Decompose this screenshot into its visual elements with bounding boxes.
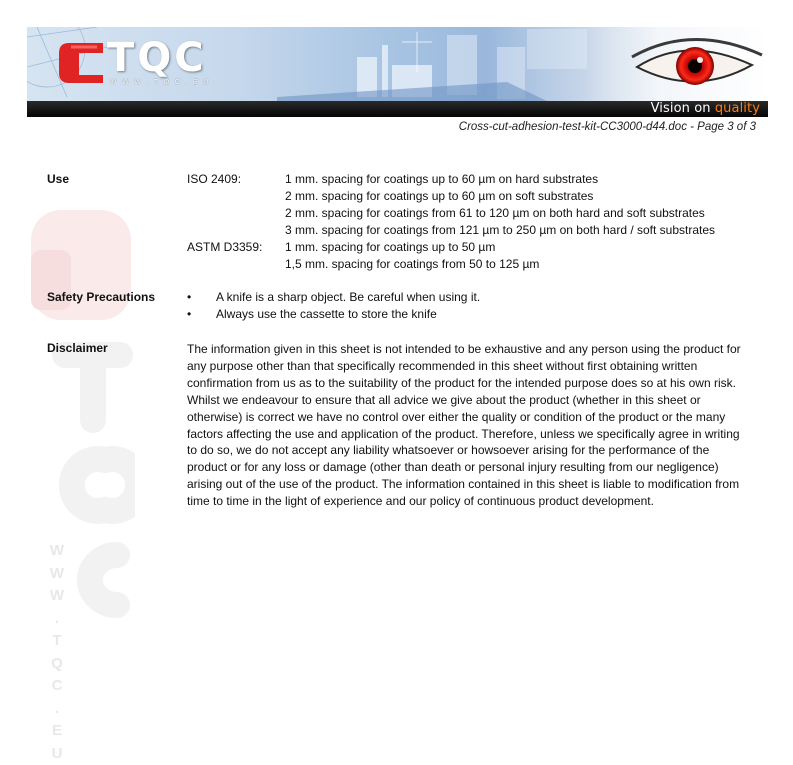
side-watermark (25, 210, 135, 762)
tagline-prefix: Vision on (650, 101, 715, 116)
use-line: 2 mm. spacing for coatings from 61 to 120 µm on both hard and soft substrates (285, 206, 705, 220)
bullet-icon: • (187, 307, 192, 321)
tagline (651, 101, 760, 116)
safety-item: A knife is a sharp object. Be careful when using it. (216, 290, 481, 304)
banner-bar (27, 101, 768, 117)
safety-precautions-label: Safety Precautions (47, 290, 156, 304)
disclaimer-label: Disclaimer (47, 341, 108, 355)
use-label: Use (47, 172, 70, 186)
logo-url: WWW.TQC.EU (110, 79, 214, 86)
header-banner (27, 27, 768, 117)
standard-astm-d3359: ASTM D3359: (187, 240, 263, 254)
use-line: 1,5 mm. spacing for coatings from 50 to 125 µm (285, 257, 540, 271)
watermark-logo (25, 210, 135, 650)
use-line: 3 mm. spacing for coatings from 121 µm to 250 µm on both hard / soft substrates (285, 223, 716, 237)
bullet-icon: • (187, 290, 192, 304)
standard-iso-2409: ISO 2409: (187, 172, 242, 186)
disclaimer-text: The information given in this sheet is not intended to be exhaustive and any person using the product for any purpose other than that specifically recommended in this sheet without first obtaining written confirmation from us as to the suitability of the product for the intended purpose does so at his own risk. Whilst we endeavour to ensure that all advice we give about the product (whether in this sheet or otherwise) is correct we have no control over either the quality or condition of the product or the many factors affecting the use and application of the product. Therefore, unless we specifically agree in writing to do so, we do not accept any liability whatsoever or howsoever arising for the performance of the product or for any loss or damage (other than death or personal injury resulting from our negligence) arising out of the use of the product. The information contained in this sheet is liable to modification from time to time in the light of experience and our policy of continuous product development. (187, 342, 741, 509)
tagline-accent: quality (714, 101, 760, 116)
watermark-url: W W W . T Q C . E U (49, 542, 65, 762)
safety-item: Always use the cassette to store the knife (216, 307, 437, 321)
use-line: 1 mm. spacing for coatings up to 60 µm on hard substrates (285, 172, 599, 186)
use-line: 1 mm. spacing for coatings up to 50 µm (285, 240, 496, 254)
logo-text: TQC (107, 35, 207, 81)
tqc-logo-mark (57, 41, 107, 85)
use-line: 2 mm. spacing for coatings up to 60 µm on soft substrates (285, 189, 594, 203)
document-reference: Cross-cut-adhesion-test-kit-CC3000-d44.doc - Page 3 of 3 (458, 121, 756, 133)
